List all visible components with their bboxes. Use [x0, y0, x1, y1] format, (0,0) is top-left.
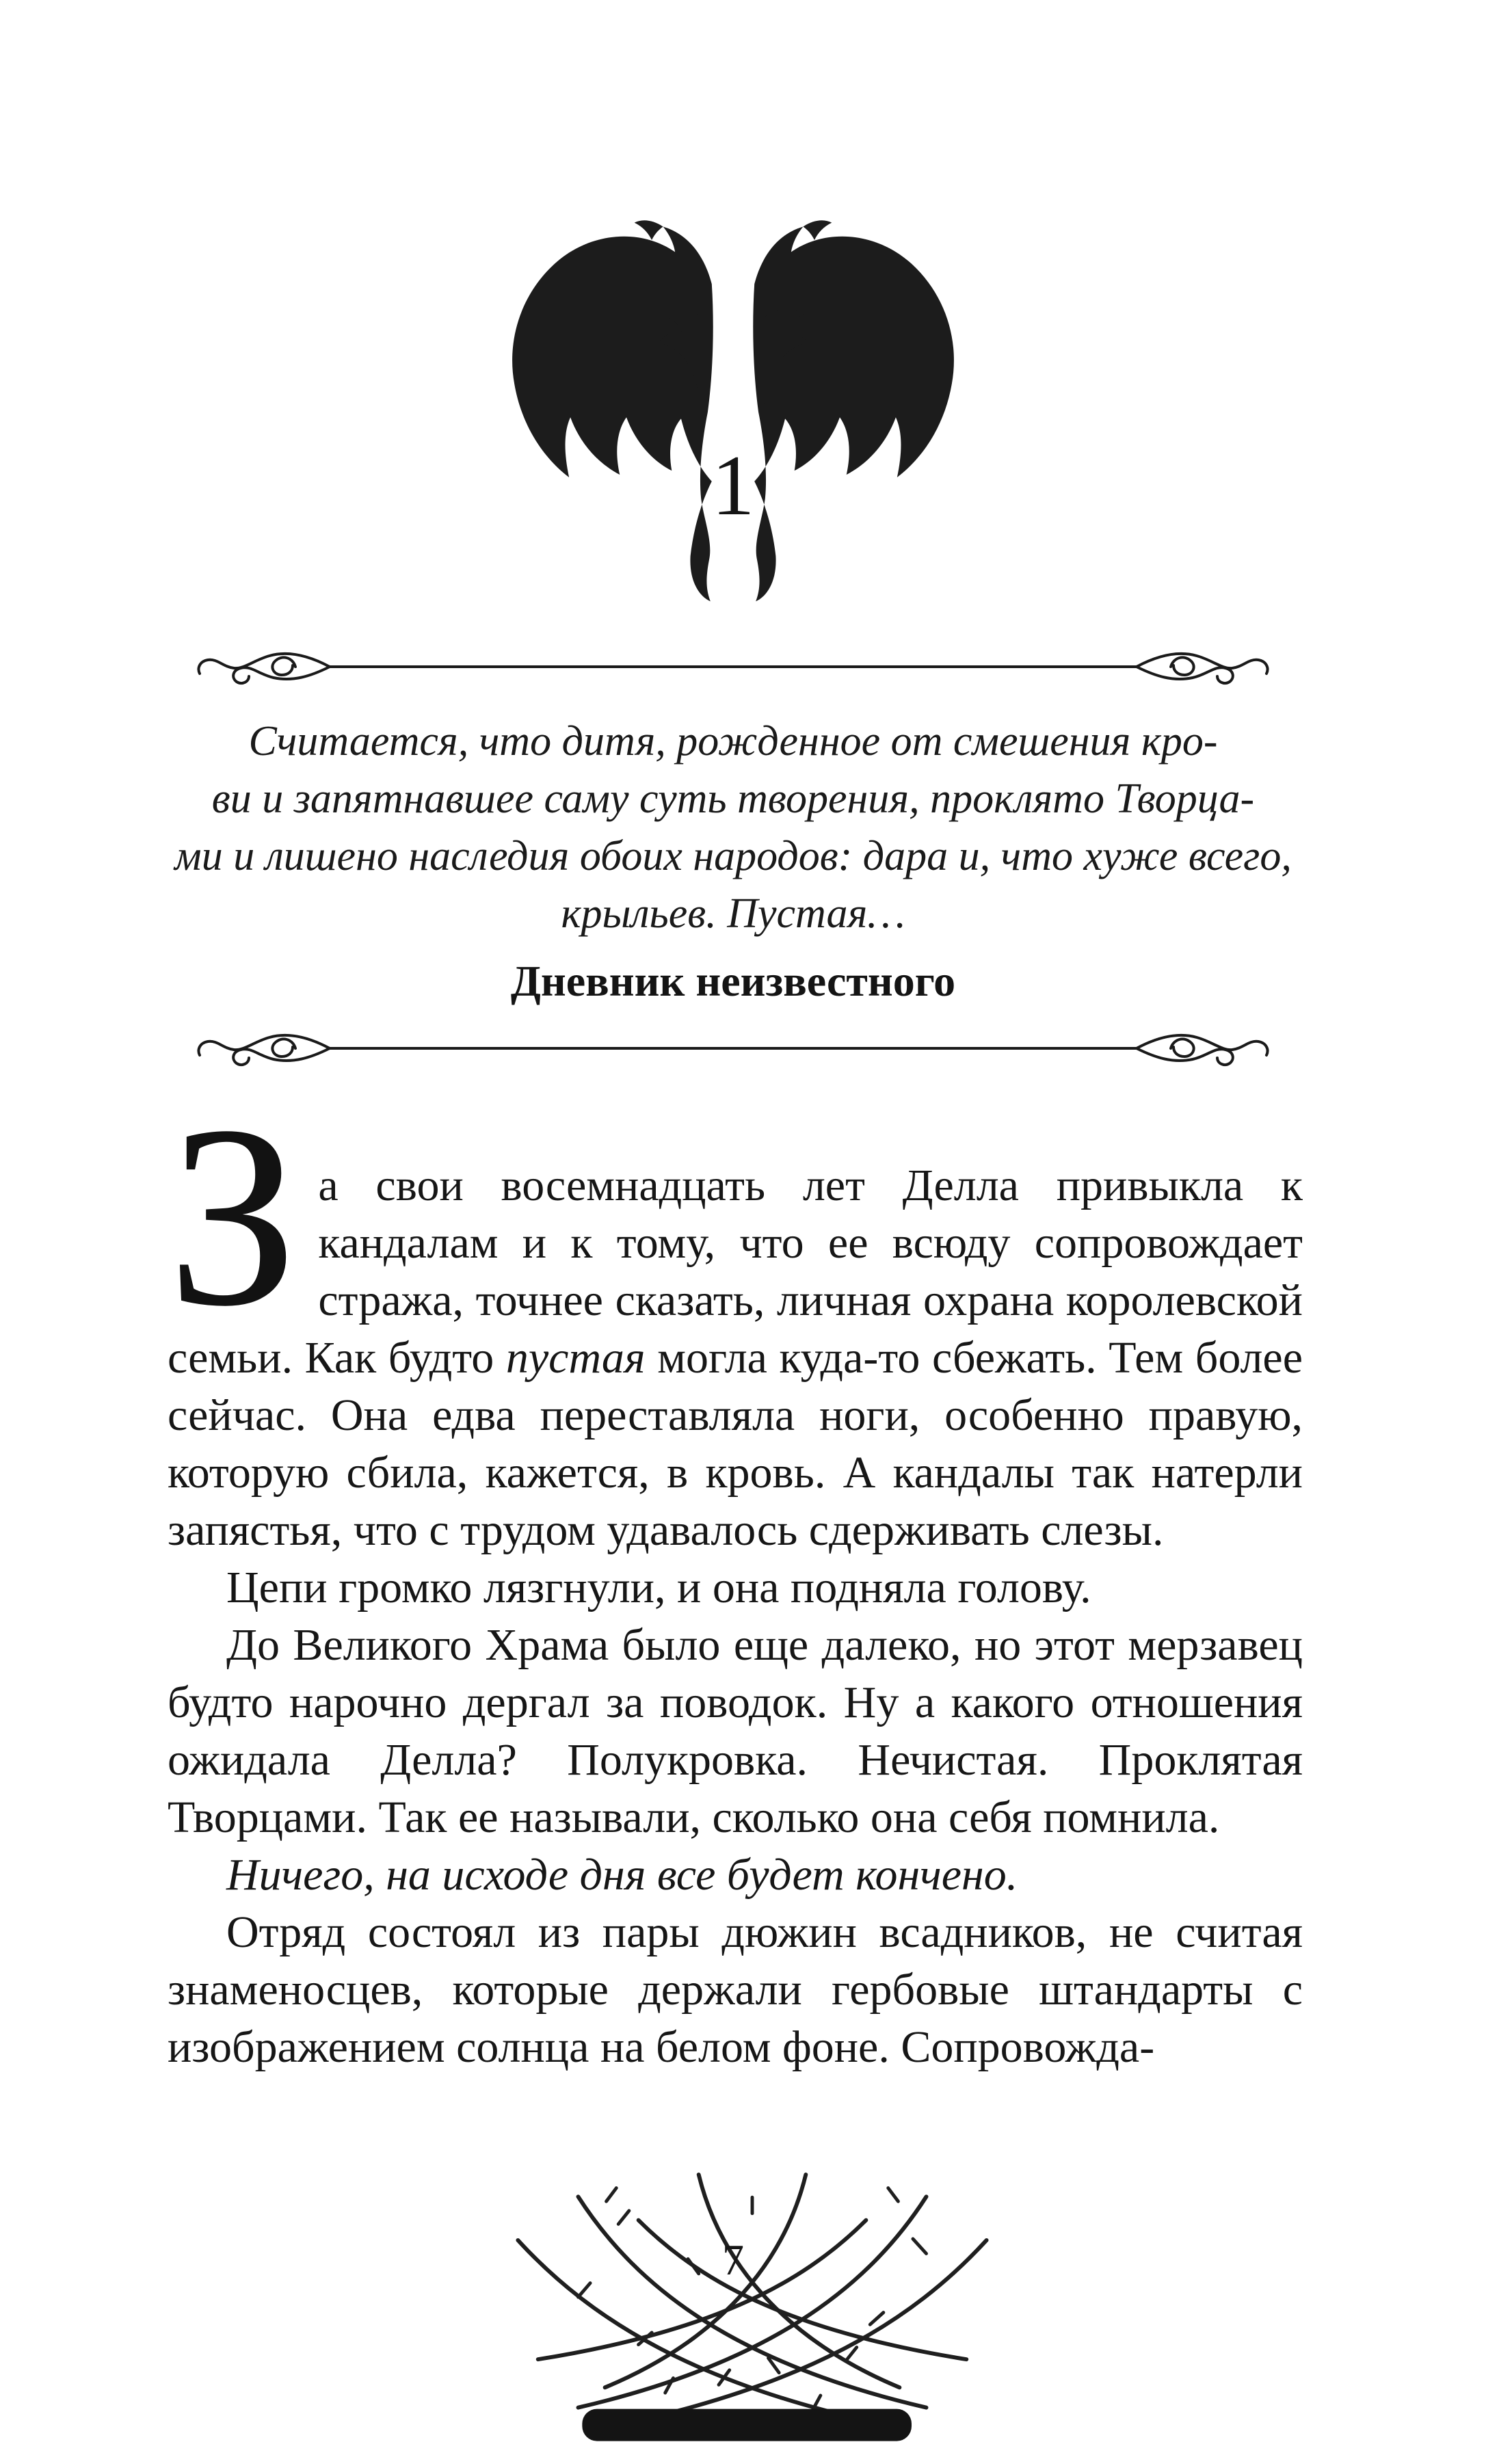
drop-cap: З — [168, 1072, 298, 1360]
text-run: Отряд состоял из пары дюжин всадников, не считая знаменосцев, которые держали гербовые штандарты с изображением солнца на белом фоне. Сопровожда- — [168, 1907, 1303, 2072]
body-text — [168, 1072, 1303, 2076]
epigraph-line: Считается, что дитя, рожденное от смешения кро- — [248, 718, 1218, 765]
ornament-base-bar — [582, 2409, 912, 2441]
text-run: Цепи громко лязгнули, и она подняла голову. — [226, 1563, 1091, 1612]
text-run: До Великого Храма было еще далеко, но этот мерзавец будто нарочно дергал за поводок. Ну а какого отношения ожидала Делла? Полукровка. Нечистая. Проклятая Творцами. Так ее называли, сколько она себя помнила. — [168, 1620, 1303, 1842]
flourish-divider-icon — [193, 1023, 1273, 1072]
epigraph-attribution: Дневник неизвестного — [510, 957, 956, 1005]
text-run: могла куда-то сбежать. Тем более сейчас. Она едва переставляла ноги, особенно правую, которую сбила, кажется, в кровь. А кандалы так натерли запястья, что с трудом удавалось сдерживать слезы. — [168, 1333, 1303, 1555]
epigraph-line: крыльев. Пустая… — [561, 890, 905, 937]
chapter-number: 1 — [711, 438, 755, 533]
epigraph — [111, 713, 1355, 942]
paragraph — [168, 1559, 1303, 1617]
paragraph — [168, 1072, 1303, 1559]
italic-text: пустая — [505, 1333, 646, 1383]
paragraph — [168, 1904, 1303, 2076]
page-number: 7 — [722, 2235, 744, 2284]
epigraph-line: ви и запятнавшее саму суть творения, проклято Творца- — [211, 775, 1255, 822]
italic-text: Ничего, на исходе дня все будет кончено. — [226, 1850, 1018, 1900]
paragraph — [168, 1846, 1303, 1904]
paragraph — [168, 1617, 1303, 1846]
dragon-wings-icon — [466, 183, 1000, 614]
thorn-branches-icon — [498, 2159, 1007, 2442]
flourish-divider-icon — [193, 641, 1273, 691]
text-run: а свои восемнадцать лет Делла привыкла к кандалам и к тому, что ее всюду сопровождает стража, точнее сказать, личная охрана королевской семьи. Как будто — [168, 1160, 1303, 1383]
epigraph-line: ми и лишено наследия обоих народов: дара и, что хуже всего, — [174, 833, 1292, 879]
